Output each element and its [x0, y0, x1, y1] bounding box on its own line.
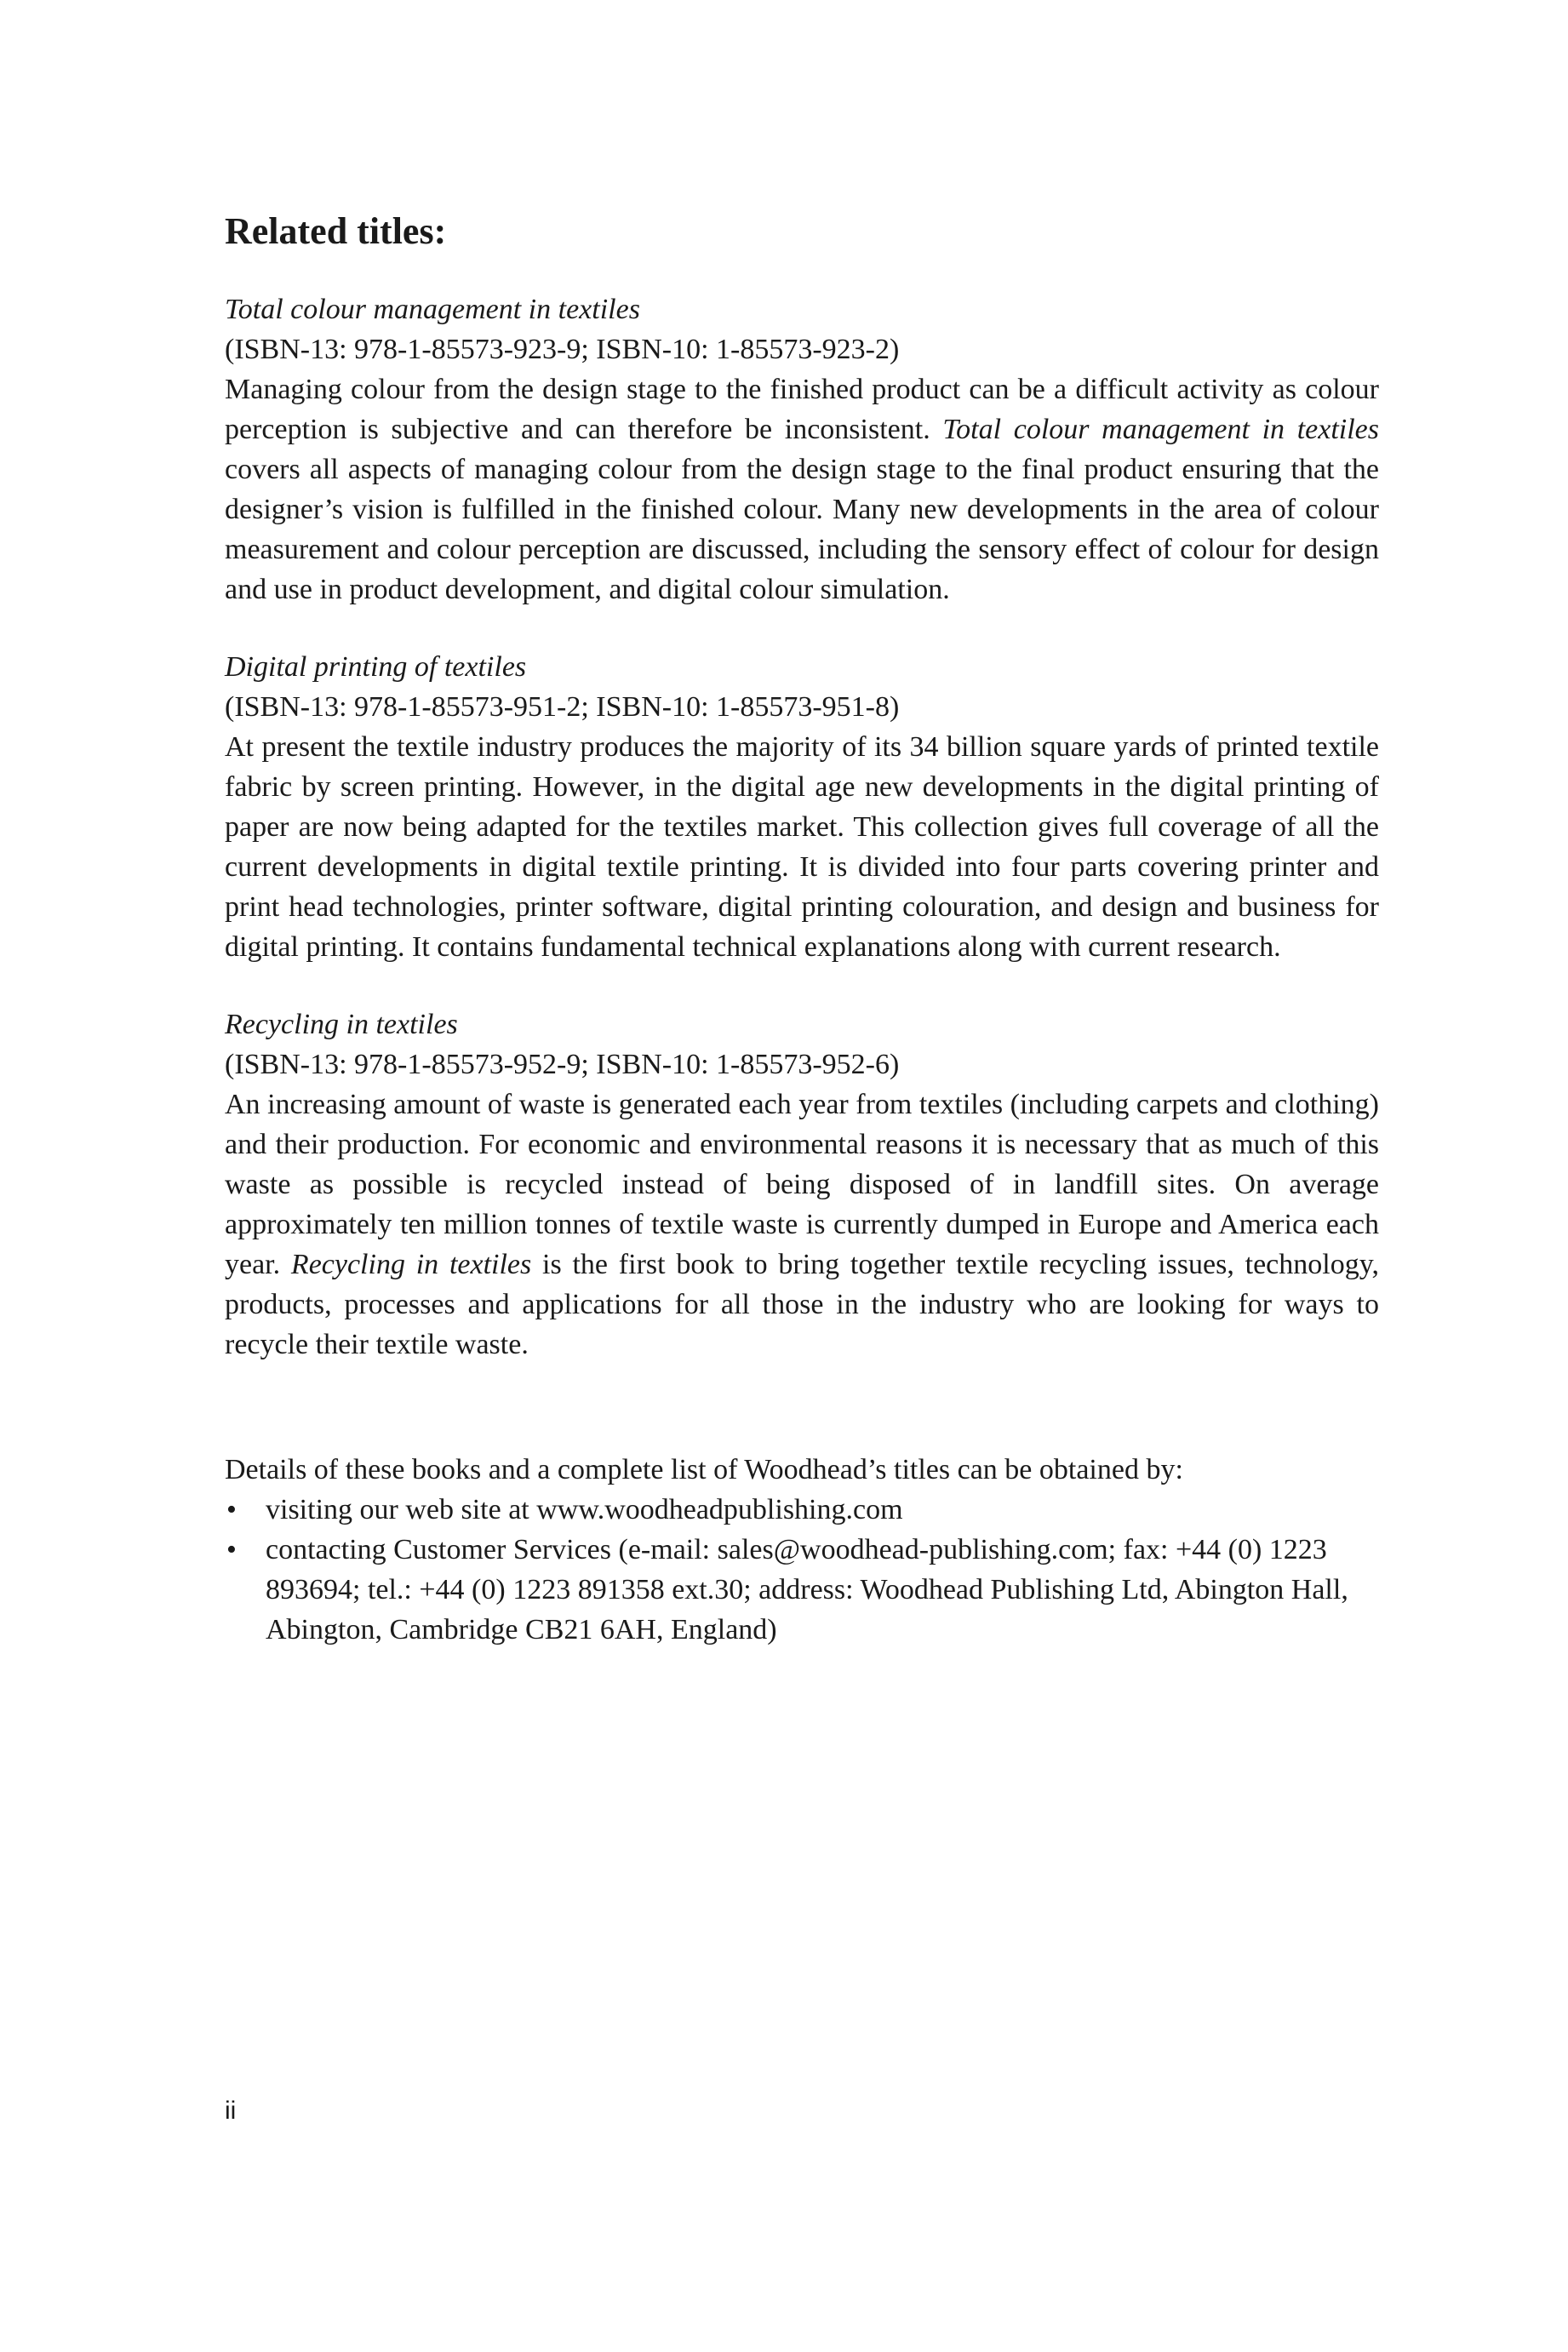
book-description	[225, 1084, 1379, 1365]
description-text: Managing colour from the design stage to the finished product can be a difficult activity as colour perception is subjective and can therefore be inconsistent.	[225, 374, 1379, 445]
description-text: At present the textile industry produces the majority of its 34 billion square yards of printed textile fabric by screen printing. However, in the digital age new developments in the digital printing of paper are now being adapted for the textiles market. This collection gives full coverage of all the current developments in digital textile printing. It is divided into four parts covering printer and print head technologies, printer software, digital printing colouration, and design and business for digital printing. It contains fundamental technical explanations along with current research.	[225, 731, 1379, 963]
bullet-icon: •	[226, 1494, 237, 1525]
page-content	[225, 208, 1379, 1650]
book-description	[225, 727, 1379, 967]
list-item	[225, 1490, 1379, 1530]
book-title: Total colour management in textiles	[225, 294, 640, 325]
book-isbn: (ISBN-13: 978-1-85573-951-2; ISBN-10: 1-85573-951-8)	[225, 691, 900, 723]
description-text: is the first book to bring together textile recycling issues, technology, products, processes and applications for all those in the industry who are looking for ways to recycle their textile waste.	[225, 1249, 1379, 1360]
book-entry-2	[225, 647, 1379, 967]
book-entry-1	[225, 289, 1379, 609]
book-entry-3	[225, 1004, 1379, 1365]
book-isbn: (ISBN-13: 978-1-85573-952-9; ISBN-10: 1-85573-952-6)	[225, 1049, 900, 1080]
book-title: Recycling in textiles	[225, 1009, 458, 1040]
list-item-text: visiting our web site at www.woodheadpublishing.com	[266, 1494, 903, 1525]
list-item	[225, 1530, 1379, 1650]
description-text-italic: Recycling in textiles	[290, 1249, 532, 1280]
book-description	[225, 369, 1379, 609]
description-text: An increasing amount of waste is generated each year from textiles (including carpets and clothing) and their production. For economic and environmental reasons it is necessary that as much of this waste as possible is recycled instead of being disposed of in landfill sites. On average approximately ten million tonnes of textile waste is currently dumped in Europe and America each year.	[225, 1089, 1379, 1280]
details-list	[225, 1490, 1379, 1650]
book-title: Digital printing of textiles	[225, 651, 527, 683]
bullet-icon: •	[226, 1534, 237, 1565]
description-text: covers all aspects of managing colour from the design stage to the final product ensuring that the designer’s vision is fulfilled in the finished colour. Many new developments in the area of colour measurement and colour perception are discussed, including the sensory effect of colour for design and use in product development, and digital colour simulation.	[225, 454, 1379, 605]
page-title: Related titles:	[225, 210, 447, 252]
details-section	[225, 1450, 1379, 1650]
details-intro: Details of these books and a complete list of Woodhead’s titles can be obtained by:	[225, 1454, 1183, 1485]
page-number: ii	[225, 2097, 237, 2125]
book-isbn: (ISBN-13: 978-1-85573-923-9; ISBN-10: 1-85573-923-2)	[225, 334, 900, 365]
list-item-text: contacting Customer Services (e-mail: sales@woodhead-publishing.com; fax: +44 (0) 1223 893694; tel.: +44 (0) 1223 891358 ext.30; address: Woodhead Publishing Ltd, Abington Hall, Abington, Cambridge CB21 6AH, England)	[266, 1534, 1348, 1645]
description-text-italic: Total colour management in textiles	[942, 414, 1379, 445]
